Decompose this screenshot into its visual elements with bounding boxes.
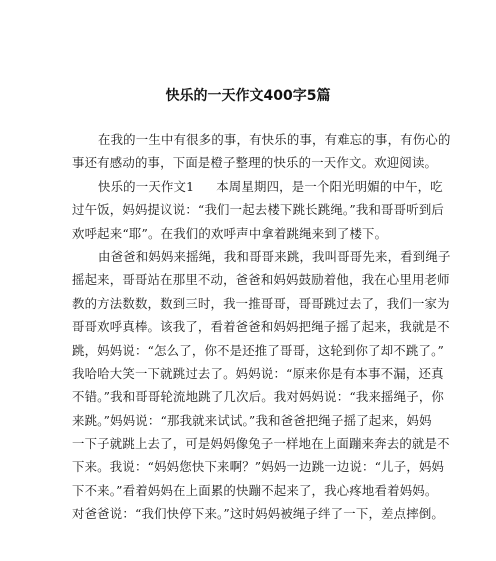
- paragraph-intro: [72, 128, 451, 175]
- paragraph-section-1: [72, 175, 444, 245]
- paragraph-line: 跳，妈妈说：“怎么了，你不是还推了哥哥，这轮到你了却不跳了。”: [72, 342, 444, 358]
- paragraph-line: 事还有感动的事，下面是橙子整理的快乐的一天作文。欢迎阅读。: [72, 155, 438, 171]
- article-body: [72, 128, 451, 526]
- paragraph-line: 来跳。”妈妈说：“那我就来试试。”我和爸爸把绳子摇了起来，妈妈: [72, 412, 432, 428]
- section-label: 快乐的一天作文1: [98, 178, 195, 194]
- paragraph-story: [72, 245, 451, 526]
- paragraph-line: 欢呼起来“耶”。在我们的欢呼声中拿着跳绳来到了楼下。: [72, 225, 388, 241]
- paragraph-line: 过午饭，妈妈提议说：“我们一起去楼下跳长跳绳。”我和哥哥听到后: [72, 202, 444, 218]
- paragraph-line: 一下子就跳上去了，可是妈妈像兔子一样地在上面蹦来奔去的就是不: [72, 436, 450, 452]
- paragraph-line: 下来。我说：“妈妈您快下来啊？”妈妈一边跳一边说：“儿子，妈妈: [72, 459, 445, 475]
- paragraph-line: 我哈哈大笑一下就跳过去了。妈妈说：“原来你是有本事不漏，还真: [72, 365, 444, 381]
- paragraph-line: 哥哥欢呼真棒。该我了，看着爸爸和妈妈把绳子摇了起来，我就是不: [72, 319, 450, 335]
- paragraph-line: 由爸爸和妈妈来摇绳，我和哥哥来跳，我叫哥哥先来，看到绳子: [98, 248, 451, 264]
- paragraph-line: 在我的一生中有很多的事，有快乐的事，有难忘的事，有伤心的: [98, 132, 451, 147]
- paragraph-line: 对爸爸说：“我们快停下来。”这时妈妈被绳子绊了一下，差点摔倒。: [72, 506, 444, 522]
- paragraph-line: 下不来。”看着妈妈在上面累的快蹦不起来了，我心疼地看着妈妈。: [72, 482, 438, 498]
- paragraph-line: 不错。”我和哥哥轮流地跳了几次后。我对妈妈说：“我来摇绳子，你: [72, 389, 444, 405]
- paragraph-line: 摇起来，哥哥站在那里不动，爸爸和妈妈鼓励着他，我在心里用老师: [72, 272, 450, 288]
- article-title: 快乐的一天作文400字5篇: [165, 88, 331, 104]
- paragraph-line: [72, 175, 443, 198]
- paragraph-line: 教的方法数数，数到三时，我一推哥哥，哥哥跳过去了，我们一家为: [72, 295, 450, 311]
- paragraph-line-text: 本周星期四，是一个阳光明媚的中午，吃: [216, 178, 443, 194]
